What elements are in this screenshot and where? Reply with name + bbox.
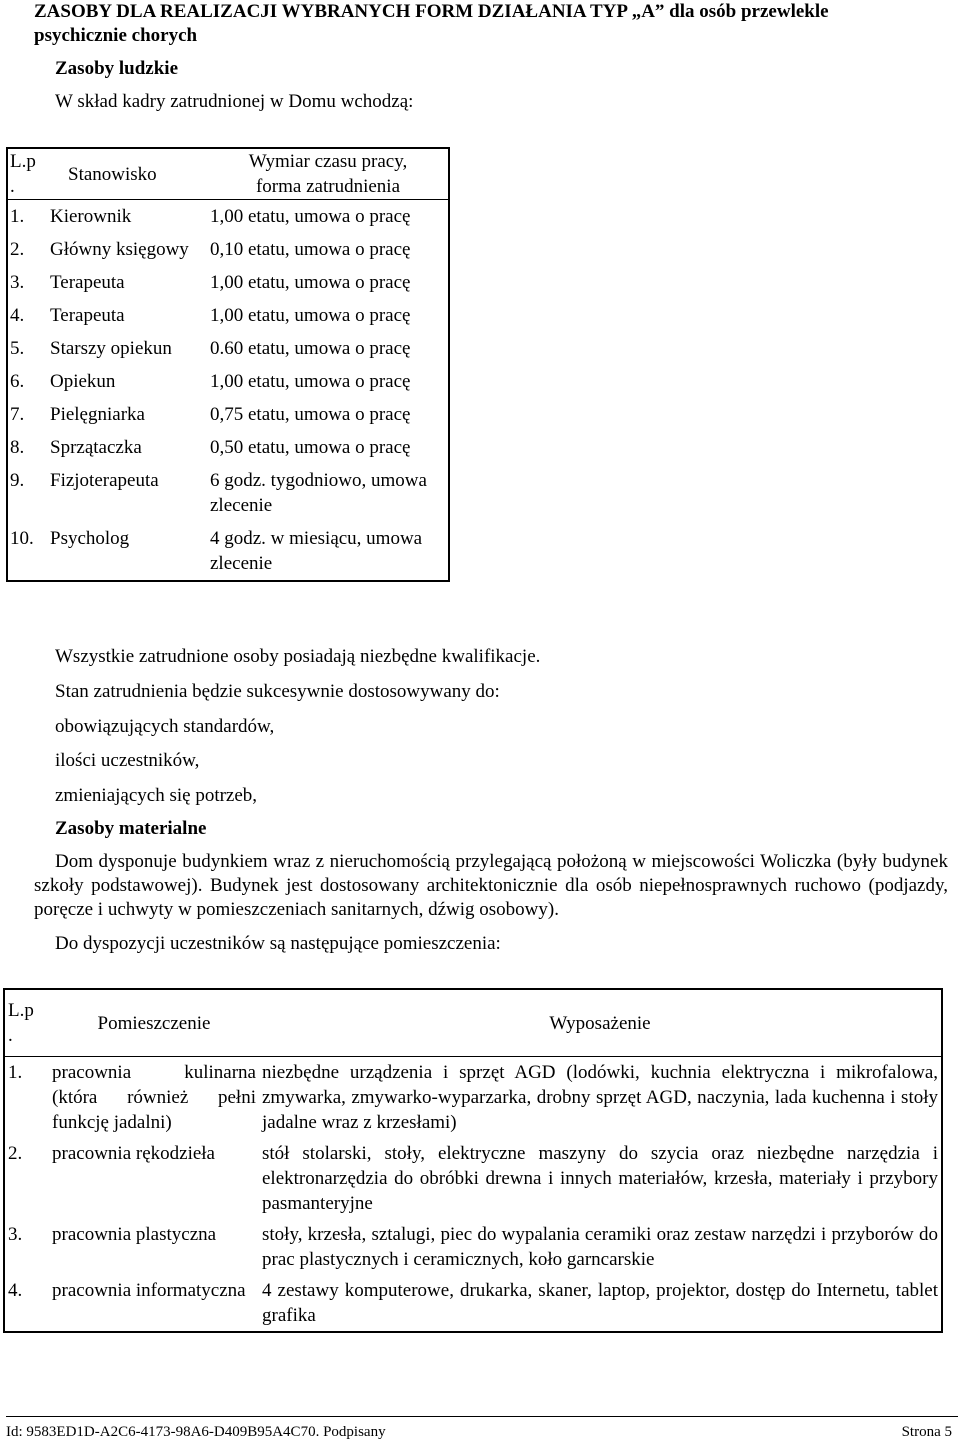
staff-position: Opiekun [50, 371, 116, 392]
table-row [7, 398, 449, 431]
staff-position: Terapeuta [50, 272, 125, 293]
staff-lp: 7. [10, 404, 25, 425]
footer-page-number: Strona 5 [901, 1424, 952, 1440]
staff-time: 1,00 etatu, umowa o pracę [210, 272, 411, 293]
rooms-header-equipment: Wyposażenie [259, 989, 942, 1057]
rooms-header-lp-b: . [8, 1025, 13, 1046]
list-item: ilości uczestników, [55, 750, 200, 771]
table-row [7, 365, 449, 398]
table-row [7, 266, 449, 299]
building-description: Dom dysponuje budynkiem wraz z nieruchomością przylegającą położoną w miejscowości Woliczka (były budynek szkoły podstawowej). Budynek jest dostosowany architektonicznie dla osób niepełnosprawnych ruchowo (podjazdy, poręcze i uchwyty w pomieszczeniach sanitarnych, dźwig osobowy). [34, 851, 948, 920]
staff-lp: 10. [10, 528, 34, 549]
table-row [7, 464, 449, 522]
staff-time: 0,50 etatu, umowa o pracę [210, 437, 411, 458]
qualifications-text: Wszystkie zatrudnione osoby posiadają niezbędne kwalifikacje. [55, 646, 541, 667]
staff-lp: 2. [10, 239, 25, 260]
staff-position: Starszy opiekun [50, 338, 172, 359]
staff-lp: 3. [10, 272, 25, 293]
staff-position: Główny księgowy [50, 239, 189, 260]
heading-line-2: psychicznie chorych [34, 25, 198, 46]
rooms-header-room: Pomieszczenie [49, 989, 259, 1057]
room-name: pracownia kulinarna (która również pełni funkcję jadalni) [52, 1062, 256, 1133]
room-name: pracownia plastyczna [52, 1224, 217, 1245]
staff-time: 1,00 etatu, umowa o pracę [210, 305, 411, 326]
room-name: pracownia rękodzieła [52, 1143, 215, 1164]
staff-position: Sprzątaczka [50, 437, 142, 458]
footer-document-id: Id: 9583ED1D-A2C6-4173-98A6-D409B95A4C70. Podpisany [6, 1424, 386, 1440]
room-lp: 1. [8, 1062, 23, 1083]
list-item: obowiązujących standardów, [55, 716, 275, 737]
staff-header-time-b: forma zatrudnienia [255, 176, 400, 197]
rooms-header-lp [4, 989, 49, 1057]
table-row [7, 233, 449, 266]
footer-divider [6, 1416, 958, 1417]
staff-lp: 4. [10, 305, 25, 326]
room-equipment: niezbędne urządzenia i sprzęt AGD (lodówki, kuchnia elektryczna i mikrofalowa, zmywarka, zmywarko-wyparzarka, drobny sprzęt AGD, naczynia, lada kuchenna i stoły jadalne wraz z krzesłami) [262, 1062, 938, 1133]
staff-header-position: Stanowisko [48, 148, 208, 200]
rooms-table-header [4, 989, 942, 1057]
human-resources-subtitle: Zasoby ludzkie [55, 58, 179, 79]
staff-time: 0,10 etatu, umowa o pracę [210, 239, 411, 260]
room-name: pracownia informatyczna [52, 1280, 246, 1301]
staff-time: 0,75 etatu, umowa o pracę [210, 404, 411, 425]
staff-lp: 9. [10, 470, 25, 491]
staff-position: Pielęgniarka [50, 404, 145, 425]
staff-lp: 5. [10, 338, 25, 359]
staff-header-lp-b: . [10, 176, 15, 197]
staff-time: 0.60 etatu, umowa o pracę [210, 338, 411, 359]
room-equipment: 4 zestawy komputerowe, drukarka, skaner, laptop, projektor, dostęp do Internetu, tablet grafika [262, 1280, 938, 1326]
table-row [7, 332, 449, 365]
staff-position: Fizjoterapeuta [50, 470, 159, 491]
rooms-table [3, 988, 943, 1333]
staff-time: 6 godz. tygodniowo, umowa zlecenie [210, 470, 427, 516]
staff-table [6, 147, 450, 582]
staff-header-lp [7, 148, 48, 200]
adjustment-text: Stan zatrudnienia będzie sukcesywnie dostosowywany do: [55, 681, 500, 702]
rooms-header-lp-a: L.p [8, 1000, 34, 1021]
list-item: zmieniających się potrzeb, [55, 785, 258, 806]
table-row [4, 1219, 942, 1275]
rooms-intro: Do dyspozycji uczestników są następujące pomieszczenia: [55, 933, 501, 954]
staff-position: Psycholog [50, 528, 130, 549]
room-lp: 3. [8, 1224, 23, 1245]
room-lp: 2. [8, 1143, 23, 1164]
staff-position: Terapeuta [50, 305, 125, 326]
staff-time: 1,00 etatu, umowa o pracę [210, 206, 411, 227]
table-row [7, 299, 449, 332]
staff-intro: W skład kadry zatrudnionej w Domu wchodzą: [55, 91, 414, 112]
staff-header-time [208, 148, 449, 200]
table-row [7, 200, 449, 234]
staff-lp: 1. [10, 206, 25, 227]
document-heading [34, 0, 954, 48]
staff-lp: 6. [10, 371, 25, 392]
room-equipment: stoły, krzesła, sztalugi, piec do wypalania ceramiki oraz zestaw narzędzi i przyborów do prac plastycznych i ceramicznych, koło garncarskie [262, 1224, 938, 1270]
table-row [4, 1275, 942, 1332]
room-equipment: stół stolarski, stoły, elektryczne maszyny do szycia oraz niezbędne narzędzia i elektronarzędzia do obróbki drewna i innych materiałów, krzesła, materiały i przybory pasmanteryjne [262, 1143, 938, 1214]
staff-time: 4 godz. w miesiącu, umowa zlecenie [210, 528, 423, 574]
staff-header-lp-a: L.p [10, 151, 36, 172]
room-lp: 4. [8, 1280, 23, 1301]
heading-line-1: ZASOBY DLA REALIZACJI WYBRANYCH FORM DZIAŁANIA TYP „A” dla osób przewlekle [34, 1, 829, 22]
staff-time: 1,00 etatu, umowa o pracę [210, 371, 411, 392]
staff-lp: 8. [10, 437, 25, 458]
table-row [7, 431, 449, 464]
table-row [4, 1138, 942, 1219]
table-row [4, 1057, 942, 1139]
staff-table-header [7, 148, 449, 200]
table-row [7, 522, 449, 581]
material-resources-subtitle: Zasoby materialne [55, 818, 207, 839]
staff-position: Kierownik [50, 206, 132, 227]
staff-header-time-a: Wymiar czasu pracy, [248, 151, 408, 172]
